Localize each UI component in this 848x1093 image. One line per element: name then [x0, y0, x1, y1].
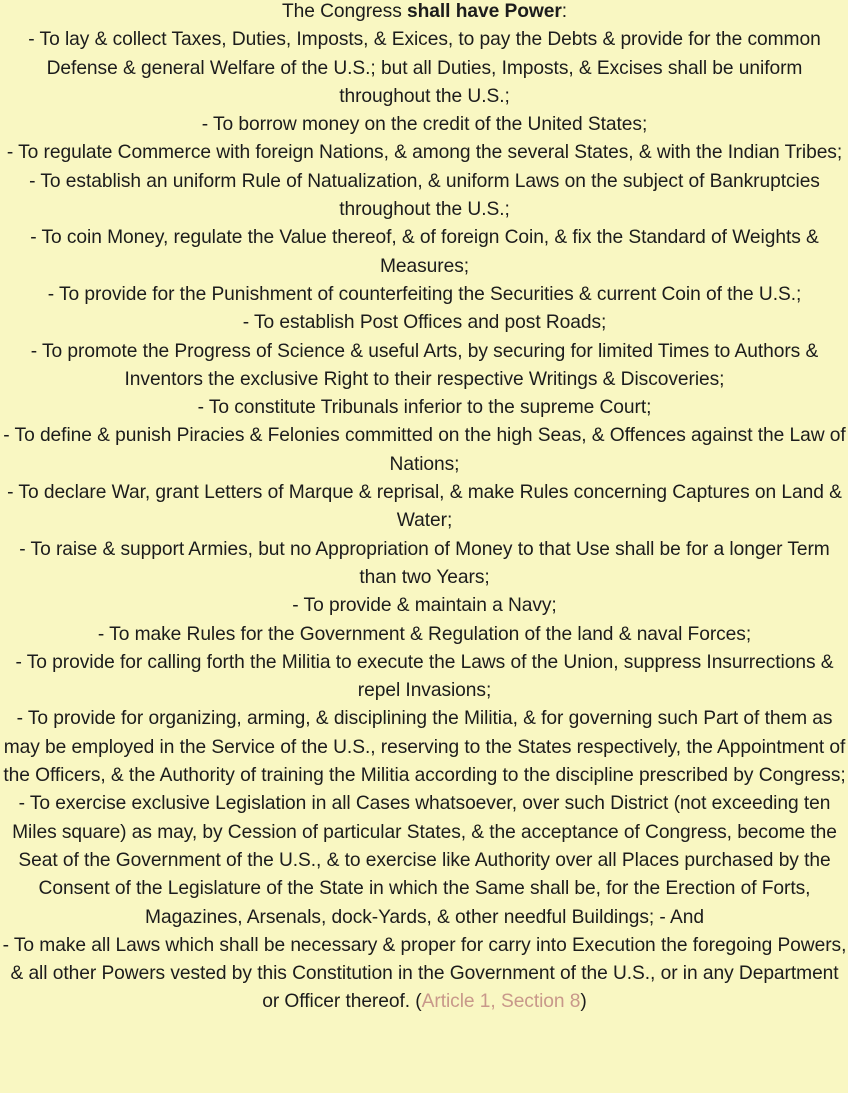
heading-suffix: : [561, 1, 568, 22]
power-forces-rules: - To make Rules for the Government & Regulation of the land & naval Forces; [97, 623, 752, 645]
power-taxes: - To lay & collect Taxes, Duties, Imposts, & Exices, to pay the Debts & provide for the common Defense & general Welfare of the U.S.; but all Duties, Imposts, & Excises shall be uniform throughout the U.S.; [28, 29, 821, 107]
power-coin-money: - To coin Money, regulate the Value thereof, & of foreign Coin, & fix the Standard of Weights & Measures; [30, 227, 819, 277]
power-armies: - To raise & support Armies, but no Appropriation of Money to that Use shall be for a longer Term than two Years; [19, 538, 830, 588]
power-exclusive-legislation: - To exercise exclusive Legislation in all Cases whatsoever, over such District (not exceeding ten Miles square) as may, by Cession of particular States, & the acceptance of Congress, become the Seat of the Government of the U.S., & to exercise like Authority over all Places purchased by the Consent of the Legislature of the State in which the Same shall be, for the Erection of Forts, Magazines, Arsenals, dock-Yards, & other needful Buildings; - And [12, 793, 837, 928]
final-power-text: - To make all Laws which shall be necessary & proper for carry into Execution the foregoing Powers, & all other Powers vested by this Constitution in the Government of the U.S., or in any Department or Officer thereof. [2, 934, 847, 1013]
power-militia-organizing: - To provide for organizing, arming, & disciplining the Militia, & for governing such Part of them as may be employed in the Service of the U.S., reserving to the States respectively, the Appointment of the Officers, & the Authority of training the Militia according to the discipline prescribed by Congress; [3, 708, 846, 787]
citation-open-paren: ( [415, 991, 422, 1013]
power-commerce: - To regulate Commerce with foreign Nations, & among the several States, & with the Indian Tribes; [6, 142, 843, 164]
heading-prefix: The Congress [281, 1, 408, 22]
power-tribunals: - To constitute Tribunals inferior to the supreme Court; [197, 397, 652, 419]
power-navy: - To provide & maintain a Navy; [292, 595, 557, 617]
power-militia-calling: - To provide for calling forth the Militia to execute the Laws of the Union, suppress Insurrections & repel Invasions; [15, 651, 834, 702]
citation-link[interactable]: Article 1, Section 8 [421, 991, 581, 1013]
power-borrow: - To borrow money on the credit of the United States; [201, 114, 648, 136]
heading [1, 0, 848, 26]
power-naturalization: - To establish an uniform Rule of Natualization, & uniform Laws on the subject of Bankruptcies throughout the U.S.; [29, 170, 820, 221]
power-science-arts: - To promote the Progress of Science & useful Arts, by securing for limited Times to Authors & Inventors the exclusive Right to their respective Writings & Discoveries; [30, 340, 819, 390]
power-post-offices: - To establish Post Offices and post Roads; [242, 312, 607, 334]
citation-close-paren: ) [580, 991, 587, 1013]
power-piracies: - To define & punish Piracies & Felonies committed on the high Seas, & Offences against the Law of Nations; [3, 425, 846, 475]
power-counterfeiting: - To provide for the Punishment of counterfeiting the Securities & current Coin of the U.S.; [47, 283, 802, 305]
heading-bold: shall have Power [407, 1, 562, 22]
power-necessary-proper [1, 932, 848, 1017]
power-declare-war: - To declare War, grant Letters of Marque & reprisal, & make Rules concerning Captures on Land & Water; [7, 482, 842, 532]
